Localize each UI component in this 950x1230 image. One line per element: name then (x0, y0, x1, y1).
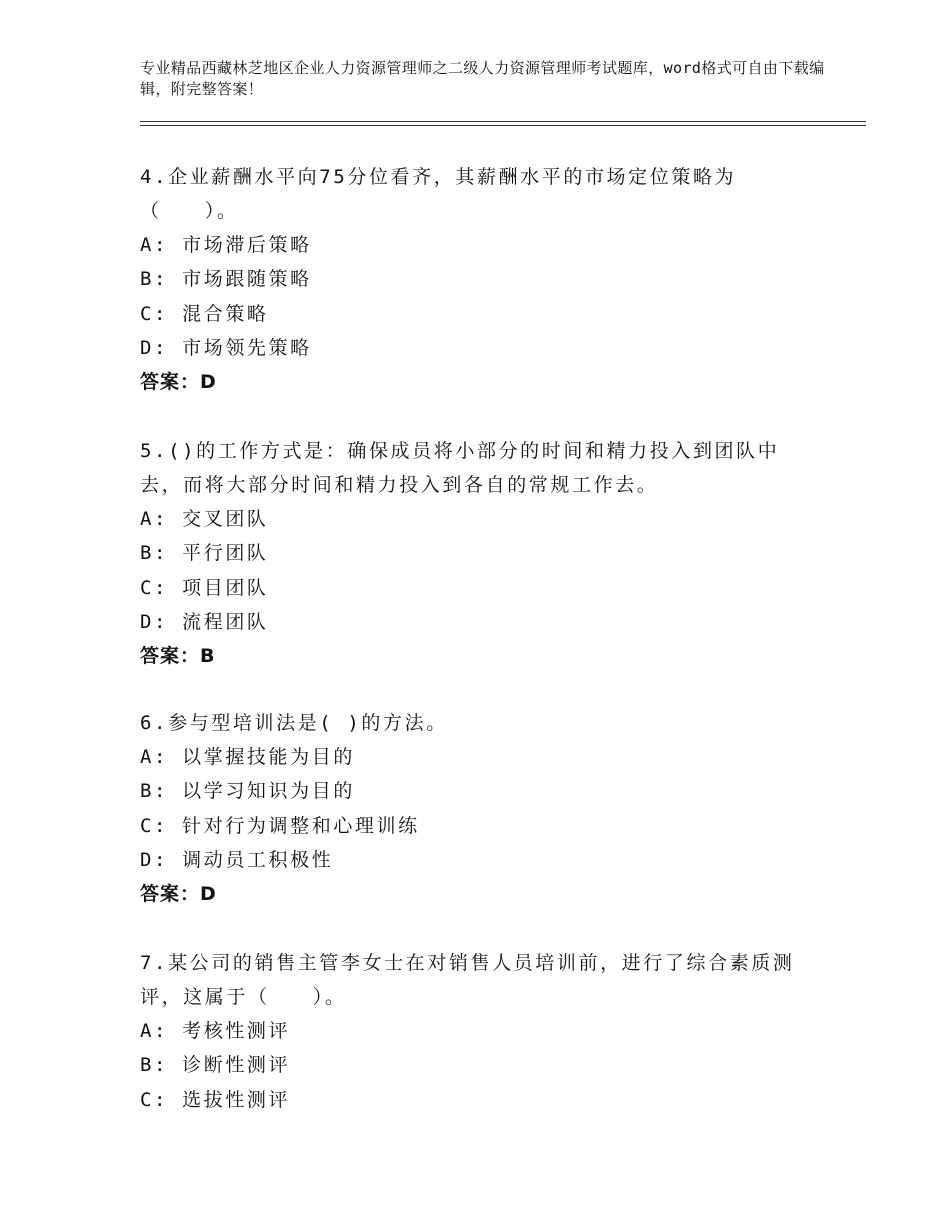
option-d: D: 市场领先策略 (140, 336, 312, 359)
option-c: C: 项目团队 (140, 576, 269, 599)
question-6 (140, 706, 820, 911)
question-5 (140, 434, 820, 673)
option-d: D: 调动员工积极性 (140, 848, 334, 871)
question-7 (140, 946, 820, 1117)
answer-label: 答案：D (140, 883, 217, 906)
header-divider-top (140, 121, 866, 122)
option-a: A: 市场滞后策略 (140, 234, 312, 256)
option-b: B: 市场跟随策略 (140, 268, 312, 291)
header-divider-bottom (140, 125, 866, 126)
option-b: B: 平行团队 (140, 542, 269, 565)
question-4 (140, 160, 820, 399)
option-a: A: 交叉团队 (140, 508, 269, 530)
option-d: D: 流程团队 (140, 610, 269, 633)
option-b: B: 诊断性测评 (140, 1054, 291, 1077)
option-b: B: 以学习知识为目的 (140, 780, 355, 803)
question-stem: 5.()的工作方式是：确保成员将小部分的时间和精力投入到团队中去，而将大部分时间和精力投入到各自的常规工作去。 (140, 440, 780, 496)
option-c: C: 针对行为调整和心理训练 (140, 814, 420, 837)
answer-label: 答案：D (140, 371, 217, 394)
question-stem: 4.企业薪酬水平向75分位看齐，其薪酬水平的市场定位策略为（ ）。 (140, 166, 737, 222)
option-a: A: 以掌握技能为目的 (140, 746, 355, 768)
question-stem: 7.某公司的销售主管李女士在对销售人员培训前，进行了综合素质测评，这属于（ ）。 (140, 952, 795, 1008)
question-stem: 6.参与型培训法是( )的方法。 (140, 712, 448, 734)
option-c: C: 选拔性测评 (140, 1088, 291, 1111)
option-a: A: 考核性测评 (140, 1020, 291, 1042)
answer-label: 答案：B (140, 645, 216, 668)
document-header: 专业精品西藏林芝地区企业人力资源管理师之二级人力资源管理师考试题库，word格式可自由下载编辑，附完整答案！ (140, 59, 825, 98)
option-c: C: 混合策略 (140, 302, 269, 325)
